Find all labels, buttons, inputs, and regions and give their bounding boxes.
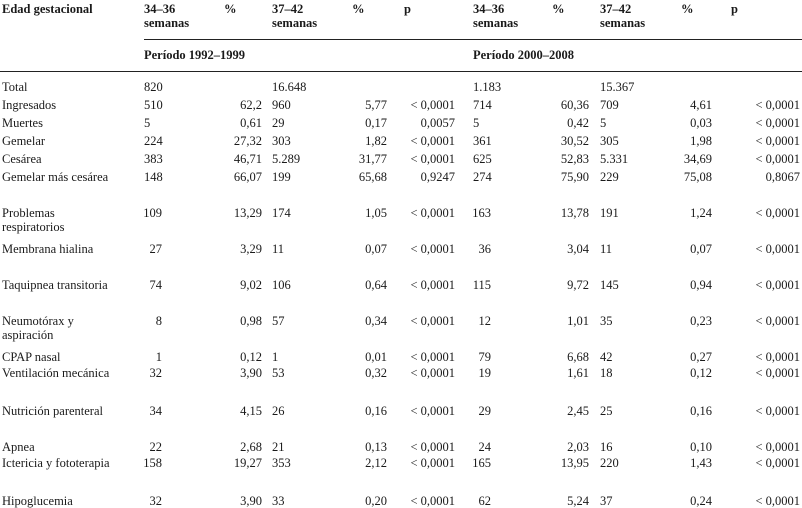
cell-bp: 0,17	[365, 116, 387, 130]
cell-b: 303	[272, 134, 291, 148]
cell-p1: < 0,0001	[410, 440, 455, 454]
cell-label: Ingresados	[2, 98, 57, 112]
cell-a: 109	[143, 206, 162, 220]
cell-ap: 0,61	[240, 116, 262, 130]
cell-ap: 27,32	[233, 134, 262, 148]
cell-a: 22	[149, 440, 162, 454]
cell-d: 37	[600, 494, 613, 508]
header-p-p2: p	[731, 2, 738, 16]
cell-p2: < 0,0001	[755, 314, 800, 328]
cell-cp: 3,04	[567, 242, 589, 256]
header-pct-p2-a: %	[552, 2, 565, 16]
cell-d: 5.331	[600, 152, 629, 166]
cell-a: 32	[149, 494, 162, 508]
cell-dp: 1,24	[690, 206, 712, 220]
cell-bp: 65,68	[358, 170, 387, 184]
cell-p1: 0,0057	[420, 116, 455, 130]
header-pct-p2-b: %	[681, 2, 694, 16]
cell-label: Muertes	[2, 116, 43, 130]
header-group-34-36-p1: 34–36 semanas	[144, 2, 190, 30]
cell-c: 165	[472, 456, 491, 470]
cell-label: Ventilación mecánica	[2, 366, 110, 380]
cell-p2: < 0,0001	[755, 440, 800, 454]
cell-cp: 13,78	[560, 206, 589, 220]
cell-p1: < 0,0001	[410, 152, 455, 166]
cell-p1: < 0,0001	[410, 134, 455, 148]
cell-a: 158	[143, 456, 162, 470]
cell-c: 361	[473, 134, 492, 148]
cell-c: 24	[478, 440, 491, 454]
cell-d: 16	[600, 440, 613, 454]
cell-p2: < 0,0001	[755, 404, 800, 418]
cell-d: 18	[600, 366, 613, 380]
header-pct-p1-b: %	[352, 2, 365, 16]
cell-d: 25	[600, 404, 613, 418]
cell-b: 1	[272, 350, 279, 364]
cell-p2: < 0,0001	[755, 152, 800, 166]
cell-p1: < 0,0001	[410, 456, 455, 470]
cell-p2: 0,8067	[765, 170, 800, 184]
period-2000-2008: Período 2000–2008	[473, 48, 575, 62]
cell-dp: 0,16	[690, 404, 712, 418]
header-edad-gestacional: Edad gestacional	[2, 2, 93, 16]
cell-ap: 19,27	[233, 456, 262, 470]
cell-dp: 4,61	[690, 98, 712, 112]
header-rule	[144, 39, 802, 40]
cell-label: Total	[2, 80, 28, 94]
cell-c: 274	[473, 170, 492, 184]
cell-p1: < 0,0001	[410, 404, 455, 418]
cell-b: 21	[272, 440, 285, 454]
cell-ap: 3,90	[240, 366, 262, 380]
cell-c: 5	[473, 116, 480, 130]
cell-p2: < 0,0001	[755, 278, 800, 292]
cell-d: 305	[600, 134, 619, 148]
cell-bp: 31,77	[358, 152, 387, 166]
cell-d: 220	[600, 456, 619, 470]
cell-bp: 0,32	[365, 366, 387, 380]
cell-dp: 0,10	[690, 440, 712, 454]
cell-a: 74	[149, 278, 162, 292]
cell-cp: 52,83	[560, 152, 589, 166]
cell-a: 224	[144, 134, 163, 148]
cell-cp: 2,03	[567, 440, 589, 454]
cell-label: Membrana hialina	[2, 242, 94, 256]
cell-ap: 46,71	[233, 152, 262, 166]
cell-c: 1.183	[473, 80, 502, 94]
cell-label: Ictericia y fototerapia	[2, 456, 110, 470]
cell-d: 42	[600, 350, 613, 364]
cell-c: 36	[478, 242, 491, 256]
cell-dp: 1,98	[690, 134, 712, 148]
cell-dp: 34,69	[683, 152, 712, 166]
cell-b: 199	[272, 170, 291, 184]
cell-ap: 0,98	[240, 314, 262, 328]
cell-p1: < 0,0001	[410, 98, 455, 112]
cell-d: 145	[600, 278, 619, 292]
cell-c: 29	[478, 404, 491, 418]
cell-cp: 75,90	[560, 170, 589, 184]
cell-b: 53	[272, 366, 285, 380]
cell-p2: < 0,0001	[755, 206, 800, 220]
cell-bp: 0,20	[365, 494, 387, 508]
cell-cp: 2,45	[567, 404, 589, 418]
cell-c: 62	[478, 494, 491, 508]
cell-b: 106	[272, 278, 291, 292]
cell-a: 5	[144, 116, 151, 130]
cell-b: 33	[272, 494, 285, 508]
cell-dp: 0,12	[690, 366, 712, 380]
cell-ap: 4,15	[240, 404, 262, 418]
cell-b: 16.648	[272, 80, 307, 94]
cell-dp: 0,27	[690, 350, 712, 364]
cell-p1: < 0,0001	[410, 494, 455, 508]
cell-a: 820	[144, 80, 163, 94]
cell-p2: < 0,0001	[755, 134, 800, 148]
cell-b: 353	[272, 456, 291, 470]
cell-dp: 0,94	[690, 278, 712, 292]
cell-cp: 1,61	[567, 366, 589, 380]
cell-cp: 1,01	[567, 314, 589, 328]
cell-a: 32	[149, 366, 162, 380]
header-pct-p1-a: %	[224, 2, 237, 16]
cell-a: 8	[155, 314, 162, 328]
cell-c: 163	[472, 206, 491, 220]
cell-d: 709	[600, 98, 619, 112]
cell-d: 11	[600, 242, 613, 256]
cell-label: Taquipnea transitoria	[2, 278, 108, 292]
cell-d: 229	[600, 170, 619, 184]
cell-b: 174	[272, 206, 291, 220]
cell-bp: 5,77	[365, 98, 387, 112]
cell-a: 1	[155, 350, 162, 364]
cell-a: 148	[144, 170, 163, 184]
cell-p1: 0,9247	[420, 170, 455, 184]
cell-a: 34	[149, 404, 162, 418]
cell-b: 5.289	[272, 152, 301, 166]
cell-ap: 13,29	[233, 206, 262, 220]
cell-d: 15.367	[600, 80, 635, 94]
period-rule	[0, 71, 802, 72]
cell-c: 79	[478, 350, 491, 364]
cell-ap: 3,29	[240, 242, 262, 256]
cell-a: 510	[144, 98, 163, 112]
cell-bp: 1,05	[365, 206, 387, 220]
cell-bp: 0,34	[365, 314, 387, 328]
cell-d: 35	[600, 314, 613, 328]
cell-p2: < 0,0001	[755, 366, 800, 380]
cell-p2: < 0,0001	[755, 494, 800, 508]
cell-p1: < 0,0001	[410, 242, 455, 256]
cell-d: 5	[600, 116, 607, 130]
cell-ap: 2,68	[240, 440, 262, 454]
cell-bp: 0,16	[365, 404, 387, 418]
cell-c: 19	[478, 366, 491, 380]
cell-ap: 3,90	[240, 494, 262, 508]
cell-a: 383	[144, 152, 163, 166]
cell-ap: 62,2	[240, 98, 262, 112]
cell-cp: 30,52	[560, 134, 589, 148]
cell-cp: 6,68	[567, 350, 589, 364]
cell-b: 960	[272, 98, 291, 112]
cell-cp: 5,24	[567, 494, 589, 508]
cell-b: 26	[272, 404, 285, 418]
cell-ap: 0,12	[240, 350, 262, 364]
cell-label: Problemas respiratorios	[2, 206, 65, 234]
cell-dp: 1,43	[690, 456, 712, 470]
cell-p2: < 0,0001	[755, 116, 800, 130]
cell-cp: 0,42	[567, 116, 589, 130]
cell-dp: 0,07	[690, 242, 712, 256]
cell-p1: < 0,0001	[410, 350, 455, 364]
cell-p1: < 0,0001	[410, 206, 455, 220]
cell-a: 27	[149, 242, 162, 256]
cell-bp: 0,01	[365, 350, 387, 364]
cell-bp: 2,12	[365, 456, 387, 470]
cell-dp: 0,23	[690, 314, 712, 328]
cell-bp: 1,82	[365, 134, 387, 148]
cell-p1: < 0,0001	[410, 278, 455, 292]
cell-cp: 13,95	[560, 456, 589, 470]
cell-b: 11	[272, 242, 285, 256]
cell-cp: 9,72	[567, 278, 589, 292]
cell-label: Nutrición parenteral	[2, 404, 103, 418]
cell-c: 625	[473, 152, 492, 166]
cell-p1: < 0,0001	[410, 314, 455, 328]
cell-c: 714	[473, 98, 492, 112]
cell-label: CPAP nasal	[2, 350, 61, 364]
header-group-37-42-p2: 37–42 semanas	[600, 2, 646, 30]
cell-label: Cesárea	[2, 152, 42, 166]
cell-ap: 9,02	[240, 278, 262, 292]
cell-bp: 0,07	[365, 242, 387, 256]
cell-dp: 75,08	[683, 170, 712, 184]
cell-c: 115	[472, 278, 491, 292]
cell-p2: < 0,0001	[755, 98, 800, 112]
cell-label: Gemelar	[2, 134, 46, 148]
cell-p1: < 0,0001	[410, 366, 455, 380]
header-p-p1: p	[404, 2, 411, 16]
cell-p2: < 0,0001	[755, 456, 800, 470]
cell-b: 57	[272, 314, 285, 328]
cell-bp: 0,13	[365, 440, 387, 454]
cell-b: 29	[272, 116, 285, 130]
cell-dp: 0,24	[690, 494, 712, 508]
cell-label: Gemelar más cesárea	[2, 170, 109, 184]
period-1992-1999: Período 1992–1999	[144, 48, 246, 62]
cell-p2: < 0,0001	[755, 242, 800, 256]
header-group-37-42-p1: 37–42 semanas	[272, 2, 318, 30]
cell-c: 12	[478, 314, 491, 328]
cell-dp: 0,03	[690, 116, 712, 130]
cell-bp: 0,64	[365, 278, 387, 292]
header-group-34-36-p2: 34–36 semanas	[473, 2, 519, 30]
cell-d: 191	[600, 206, 619, 220]
cell-cp: 60,36	[560, 98, 589, 112]
cell-label: Neumotórax y aspiración	[2, 314, 74, 342]
cell-ap: 66,07	[233, 170, 262, 184]
cell-label: Hipoglucemia	[2, 494, 73, 508]
cell-label: Apnea	[2, 440, 35, 454]
cell-p2: < 0,0001	[755, 350, 800, 364]
